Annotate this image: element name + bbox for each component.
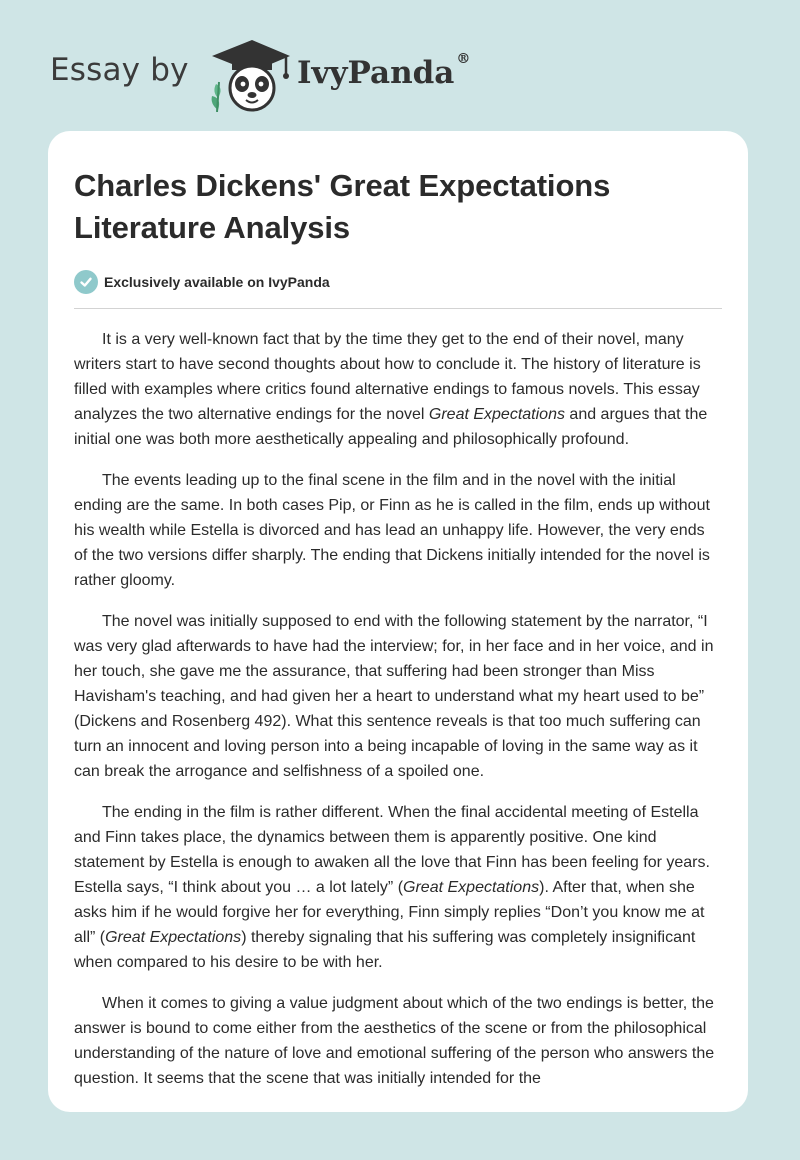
site-header <box>50 28 550 110</box>
essay-card <box>48 131 748 1112</box>
paragraph-text: ) thereby signaling that his suffering was completely insignificant when compared to his desire to be with her. <box>74 929 696 971</box>
paragraph-text: The events leading up to the final scene in the film and in the novel with the initial ending are the same. In both cases Pip, or Finn as he is called in the film, ends up without his wealth while Estella is divorced and has lead an unhappy life. However, the very ends of the two versions differ sharply. The ending that Dickens initially intended for the novel is rather gloomy. <box>74 472 710 589</box>
exclusive-badge <box>74 269 722 295</box>
divider <box>74 308 722 309</box>
check-circle-icon <box>74 270 98 294</box>
paragraph <box>74 609 722 784</box>
paragraph-text: ). After that, when she asks him if he would forgive her for everything, Finn simply replies “Don’t you know me at all” ( <box>74 879 705 946</box>
paragraph-text: The novel was initially supposed to end with the following statement by the narrator, “I was very glad afterwards to have had the interview; for, in her face and in her voice, and in her touch, she gave me the assurance, that suffering had been stronger than Miss Havisham's teaching, and had given her a heart to understand what my heart used to be” (Dickens and Rosenberg 492). What this sentence reveals is that too much suffering can turn an innocent and loving person into a being incapable of loving in the same way as it can break the arrogance and selfishness of a spoiled one. <box>74 613 714 780</box>
paragraph <box>74 468 722 593</box>
essay-content <box>74 165 722 1107</box>
paragraph-text: When it comes to giving a value judgment about which of the two endings is better, the answer is bound to come either from the aesthetics of the scene or from the philosophical understanding of the nature of love and emotional suffering of the person who answers the question. It seems that the scene that was initially intended for the <box>74 995 715 1087</box>
italic-text: Great Expectations <box>428 406 565 423</box>
brand-name[interactable]: IvyPanda ® <box>297 51 471 91</box>
essay-body <box>74 327 722 1091</box>
page-title: Charles Dickens' Great Expectations Literature Analysis <box>74 168 611 245</box>
paragraph <box>74 991 722 1091</box>
italic-text: Great Expectations <box>403 879 540 896</box>
essay-by-label: Essay by <box>50 52 189 88</box>
paragraph-text: The ending in the film is rather different. When the final accidental meeting of Estella and Finn takes place, the dynamics between them is apparently positive. One kind statement by Estella is enough to awaken all the love that Finn has been feeling for years. Estella says, “I think about you … a lot lately” ( <box>74 804 710 896</box>
exclusive-badge-label: Exclusively available on IvyPanda <box>104 274 330 290</box>
paragraph <box>74 800 722 975</box>
panda-graduate-logo-icon[interactable] <box>202 34 294 112</box>
paragraph-text: It is a very well-known fact that by the time they get to the end of their novel, many writers start to have second thoughts about how to conclude it. The history of literature is filled with examples where critics found alternative endings to famous novels. This essay analyzes the two alternative endings for the novel <box>74 331 701 423</box>
italic-text: Great Expectations <box>105 929 242 946</box>
paragraph <box>74 327 722 452</box>
paragraph-text: and argues that the initial one was both more aesthetically appealing and philosophically profound. <box>74 406 708 448</box>
registered-mark: ® <box>456 51 471 67</box>
